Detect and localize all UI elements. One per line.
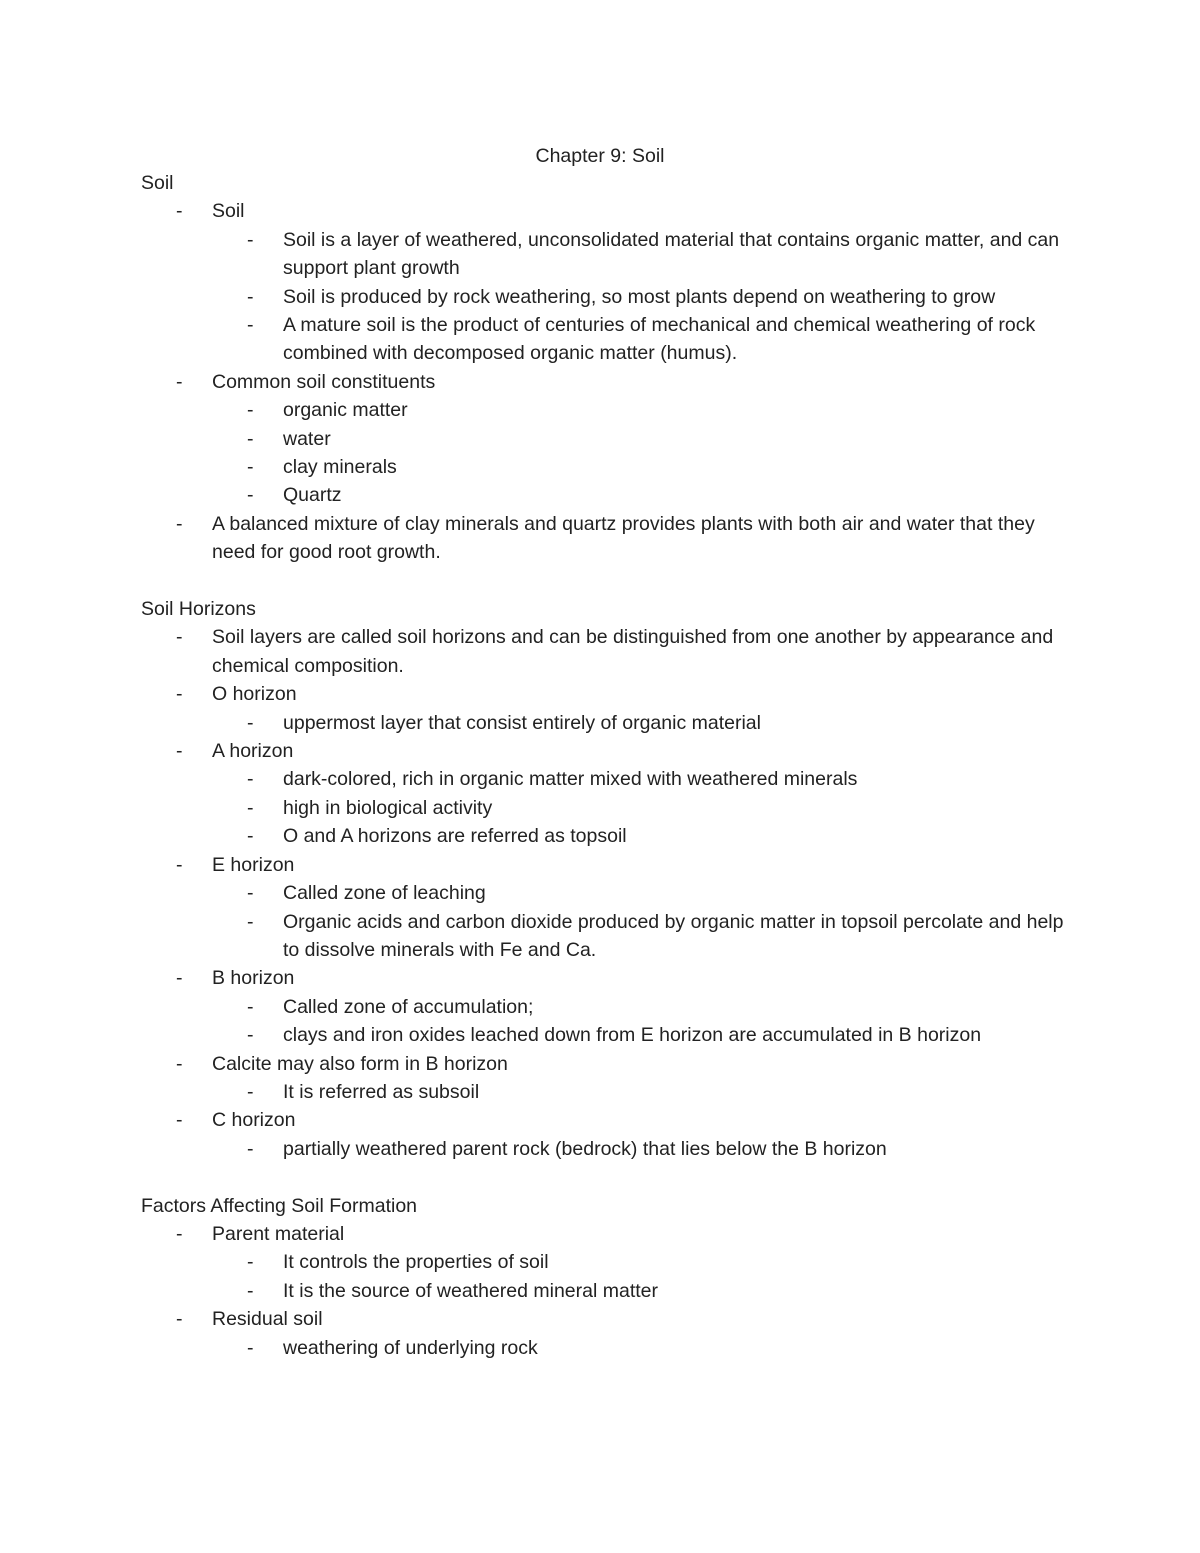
dash-bullet: - [247,314,254,337]
dash-bullet: - [176,1052,183,1075]
dash-bullet: - [176,370,183,393]
sub-list-item-text: It controls the properties of soil [283,1251,549,1274]
dash-bullet: - [176,967,183,990]
sub-list-item [212,709,1071,737]
dash-bullet: - [247,1024,254,1047]
list-item-text: Common soil constituents [212,370,436,393]
dash-bullet: - [176,683,183,706]
sub-bullet-list [212,1078,1071,1106]
list-item [141,851,1071,965]
dash-bullet: - [176,1109,183,1132]
dash-bullet: - [176,1222,183,1245]
list-item-text: Residual soil [212,1308,323,1331]
list-item [141,510,1071,567]
bullet-list [141,1220,1071,1362]
list-item-text: Parent material [212,1222,345,1245]
dash-bullet: - [247,711,254,734]
section-heading: Soil [141,172,174,194]
section-factors-affecting-soil-formation [141,1192,1071,1362]
sub-list-item [212,1334,1071,1362]
sub-list-item-text: Soil is produced by rock weathering, so most plants depend on weathering to grow [283,285,996,308]
sub-bullet-list [212,226,1071,368]
dash-bullet: - [176,1308,183,1331]
sub-list-item-text: clay minerals [283,456,397,479]
sub-list-item [212,311,1071,368]
section-soil-horizons [141,595,1071,1163]
sub-bullet-list [212,765,1071,850]
dash-bullet: - [247,825,254,848]
list-item [141,197,1071,367]
dash-bullet: - [247,1080,254,1103]
sub-list-item-text: Quartz [283,484,342,507]
sub-bullet-list [212,879,1071,964]
dash-bullet: - [176,512,183,535]
dash-bullet: - [176,853,183,876]
sub-bullet-list [212,1334,1071,1362]
list-item-text: E horizon [212,853,295,876]
section-heading: Soil Horizons [141,598,256,621]
sub-list-item [212,908,1071,965]
bullet-list [141,197,1071,566]
sub-list-item-text: clays and iron oxides leached down from E horizon are accumulated in B horizon [283,1024,982,1047]
sub-list-item [212,283,1071,311]
dash-bullet: - [176,626,183,649]
sub-list-item-text: A mature soil is the product of centuries of mechanical and chemical weathering of rock combined with decomposed organic matter (humus). [283,314,1036,365]
sub-list-item [212,822,1071,850]
sub-list-item [212,226,1071,283]
sub-list-item [212,1248,1071,1276]
sub-list-item-text: weathering of underlying rock [283,1336,538,1359]
list-item [141,1106,1071,1163]
sub-list-item [212,1277,1071,1305]
sub-list-item-text: Called zone of leaching [283,882,486,905]
sub-list-item-text: It is referred as subsoil [283,1080,480,1103]
list-item-text: Calcite may also form in B horizon [212,1052,508,1075]
sub-list-item-text: Soil is a layer of weathered, unconsolidated material that contains organic matter, and can support plant growth [283,228,1060,280]
sub-list-item [212,993,1071,1021]
document-title: Chapter 9: Soil [535,145,665,167]
sub-list-item [212,1135,1071,1163]
sub-list-item [212,396,1071,424]
dash-bullet: - [247,456,254,479]
dash-bullet: - [247,768,254,791]
sub-list-item [212,453,1071,481]
dash-bullet: - [176,200,183,223]
list-item-text: C horizon [212,1109,296,1132]
sub-list-item [212,765,1071,793]
section-heading: Factors Affecting Soil Formation [141,1194,418,1217]
document-body [141,169,1071,1362]
list-item [141,680,1071,737]
sub-list-item-text: It is the source of weathered mineral matter [283,1279,659,1302]
dash-bullet: - [247,882,254,905]
sub-list-item [212,1021,1071,1049]
dash-bullet: - [247,1279,254,1302]
sub-list-item-text: uppermost layer that consist entirely of organic material [283,711,761,734]
sub-list-item-text: dark-colored, rich in organic matter mixed with weathered minerals [283,768,858,791]
section-soil [141,169,1071,567]
dash-bullet: - [247,796,254,819]
sub-bullet-list [212,709,1071,737]
sub-list-item-text: Called zone of accumulation; [283,995,534,1018]
sub-list-item-text: partially weathered parent rock (bedrock) that lies below the B horizon [283,1137,887,1160]
sub-bullet-list [212,993,1071,1050]
dash-bullet: - [247,1137,254,1160]
sub-list-item-text: Organic acids and carbon dioxide produced by organic matter in topsoil percolate and help to dissolve minerals with Fe and Ca. [283,910,1064,961]
sub-list-item [212,794,1071,822]
sub-bullet-list [212,1135,1071,1163]
list-item-text: O horizon [212,683,297,706]
sub-bullet-list [212,1248,1071,1305]
list-item-text: B horizon [212,967,295,990]
dash-bullet: - [176,740,183,763]
sub-list-item [212,879,1071,907]
dash-bullet: - [247,995,254,1018]
list-item [141,623,1071,680]
dash-bullet: - [247,285,254,308]
dash-bullet: - [247,910,254,933]
dash-bullet: - [247,1251,254,1274]
list-item-text: Soil layers are called soil horizons and can be distinguished from one another by appearance and chemical composition. [212,626,1054,677]
list-item-text: A balanced mixture of clay minerals and quartz provides plants with both air and water that they need for good root growth. [212,512,1035,564]
dash-bullet: - [247,484,254,507]
sub-list-item [212,481,1071,509]
sub-list-item-text: water [283,427,331,450]
list-item [141,1305,1071,1362]
sub-bullet-list [212,396,1071,510]
list-item-text: Soil [212,200,245,223]
sub-list-item-text: organic matter [283,399,408,422]
sub-list-item-text: O and A horizons are referred as topsoil [283,825,627,848]
dash-bullet: - [247,427,254,450]
dash-bullet: - [247,228,254,251]
list-item [141,737,1071,851]
bullet-list [141,623,1071,1163]
dash-bullet: - [247,1336,254,1359]
sub-list-item [212,425,1071,453]
list-item [141,368,1071,510]
list-item [141,1220,1071,1305]
list-item-text: A horizon [212,740,294,763]
sub-list-item [212,1078,1071,1106]
list-item [141,964,1071,1049]
sub-list-item-text: high in biological activity [283,796,493,819]
list-item [141,1050,1071,1107]
dash-bullet: - [247,399,254,422]
